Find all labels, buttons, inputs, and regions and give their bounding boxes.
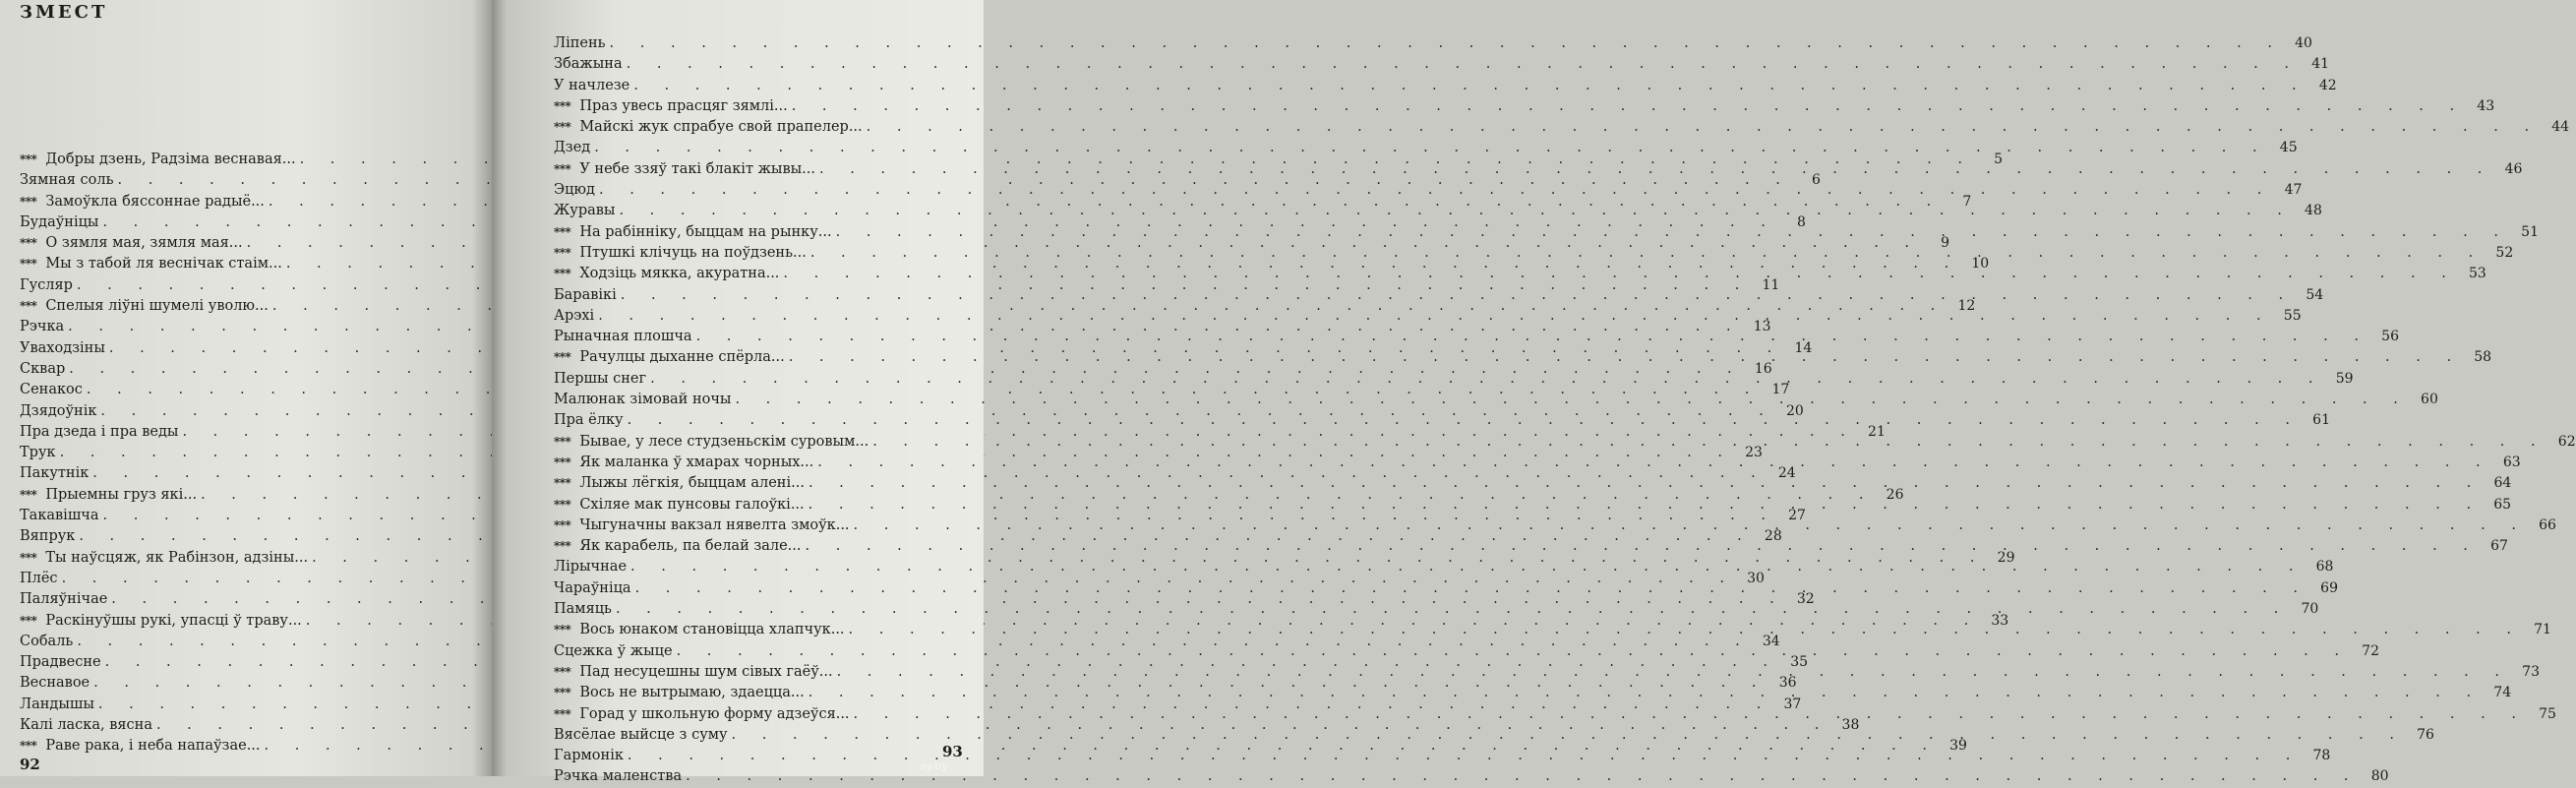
toc-entry (554, 766, 2389, 787)
asterisk-marker: *** (554, 98, 571, 113)
entry-title: Гармонік (554, 748, 624, 764)
asterisk-marker: *** (554, 120, 571, 135)
dot-leader (872, 432, 2546, 453)
entry-page-number: 78 (2312, 748, 2331, 764)
dot-leader (817, 453, 2490, 473)
entry-title: Такавішча (20, 508, 99, 524)
entry-title: Раскінуўшы рукі, упасці ў траву... (45, 612, 302, 629)
entry-page-number: 17 (1771, 382, 1790, 398)
entry-title: Лірычнае (554, 559, 628, 576)
entry-page-number: 48 (2305, 203, 2322, 219)
entry-page-number: 65 (2493, 496, 2512, 513)
entry-page-number: 46 (2504, 160, 2523, 177)
entry-page-number: 59 (2335, 370, 2354, 387)
entry-title: Зямная соль (20, 172, 114, 189)
entry-page-number: 75 (2539, 705, 2556, 722)
entry-page-number: 40 (2295, 35, 2312, 51)
entry-page-number: 43 (2477, 97, 2495, 114)
entry-page-number: 62 (2557, 433, 2576, 450)
entry-title: Памяць (554, 601, 612, 618)
asterisk-marker: *** (20, 550, 37, 565)
entry-page-number: 27 (1788, 508, 1806, 524)
toc-entry (554, 201, 2322, 221)
dot-leader (677, 641, 2350, 662)
dot-leader (783, 264, 2456, 284)
entry-title: Уваходзіны (20, 339, 105, 356)
asterisk-marker: *** (554, 517, 571, 532)
entry-page-number: 32 (1796, 591, 1815, 608)
entry-title: Калі ласка, вясна (20, 717, 152, 734)
entry-title: Арэхі (554, 307, 595, 324)
entry-page-number: 55 (2283, 307, 2302, 324)
entry-title: Прадвесне (20, 654, 101, 671)
dot-leader (735, 390, 2408, 410)
entry-title: Пра дзеда і пра веды (20, 423, 179, 440)
asterisk-marker: *** (20, 236, 37, 251)
dot-leader (696, 327, 2369, 347)
entry-title: Вяпрук (20, 528, 76, 545)
entry-title: Плёс (20, 570, 58, 586)
asterisk-marker: *** (554, 161, 571, 176)
dot-leader (809, 473, 2482, 494)
dot-leader (628, 410, 2301, 431)
entry-page-number: 61 (2312, 412, 2330, 429)
entry-title: Чыгуначны вакзал нявелта змоўк... (579, 516, 850, 533)
entry-title: У начлезе (554, 77, 630, 93)
entry-title: Горад у школьную форму адзеўся... (579, 705, 850, 722)
entry-page-number: 44 (2551, 119, 2570, 136)
dot-leader (619, 201, 2292, 221)
entry-page-number: 9 (1941, 235, 1950, 252)
entry-title: Збажына (554, 56, 623, 73)
entry-title: Рыначная плошча (554, 329, 692, 345)
entry-page-number: 67 (2490, 538, 2508, 555)
entry-page-number: 38 (1841, 717, 1860, 734)
entry-page-number: 71 (2534, 622, 2551, 638)
entry-page-number: 36 (1778, 675, 1797, 692)
dot-leader (598, 306, 2271, 327)
entry-title: Бывае, у лесе студзеньскім суровым... (579, 433, 869, 450)
entry-page-number: 70 (2301, 601, 2319, 618)
entry-page-number: 21 (1868, 423, 1886, 440)
dot-leader (806, 536, 2479, 557)
dot-leader (599, 180, 2272, 201)
entry-page-number: 54 (2306, 286, 2324, 303)
entry-title: Прыемны груз які... (45, 486, 198, 503)
entry-page-number: 45 (2279, 140, 2298, 156)
dot-leader (854, 704, 2527, 725)
entry-page-number: 52 (2495, 244, 2514, 261)
asterisk-marker: *** (554, 434, 571, 449)
entry-title: Пра ёлку (554, 412, 624, 429)
entry-title: Малюнак зімовай ночы (554, 392, 732, 408)
dot-leader (836, 222, 2509, 243)
entry-title: Мы з табой ля веснічак стаім... (45, 256, 282, 273)
entry-page-number: 60 (2421, 392, 2438, 408)
entry-page-number: 51 (2521, 223, 2539, 240)
asterisk-marker: *** (20, 299, 37, 314)
asterisk-marker: *** (20, 487, 37, 502)
entry-title: Гусляр (20, 276, 73, 293)
entry-page-number: 24 (1777, 465, 1796, 482)
entry-page-number: 30 (1747, 570, 1765, 586)
entry-page-number: 23 (1745, 445, 1763, 461)
entry-title: Трук (20, 445, 56, 461)
entry-title: Сквар (20, 360, 66, 377)
entry-page-number: 29 (1997, 549, 2015, 566)
dot-leader (628, 746, 2301, 766)
entry-page-number: 68 (2315, 559, 2334, 576)
dot-leader (627, 54, 2300, 75)
entry-title: Журавы (554, 203, 616, 219)
entry-page-number: 63 (2502, 454, 2521, 470)
entry-title: Баравікі (554, 286, 617, 303)
entry-page-number: 5 (1994, 152, 2003, 167)
toc-entry (554, 117, 2570, 138)
dot-leader (809, 683, 2482, 703)
entry-title: Лыжы лёгкія, быццам алені... (579, 475, 805, 492)
toc-entry (554, 180, 2303, 201)
asterisk-marker: *** (554, 476, 571, 491)
asterisk-marker: *** (554, 497, 571, 512)
entry-page-number: 80 (2370, 768, 2389, 785)
entry-title: Пакутнік (20, 465, 90, 482)
entry-title: Пад несуцешны шум сівых гаёў... (579, 663, 833, 680)
entry-title: Эцюд (554, 182, 595, 199)
dot-leader (610, 33, 2283, 54)
dot-leader (616, 599, 2289, 620)
entry-title: Майскі жук спрабуе свой прапелер... (579, 119, 863, 136)
entry-page-number: 53 (2469, 266, 2486, 282)
dot-leader (819, 159, 2492, 180)
entry-title: Вось не вытрымаю, здаецца... (579, 685, 805, 701)
dot-leader (837, 662, 2510, 683)
asterisk-marker: *** (554, 706, 571, 721)
asterisk-marker: *** (554, 267, 571, 281)
entry-title: Чараўніца (554, 579, 631, 596)
entry-title: Птушкі клічуць на поўдзень... (579, 244, 807, 261)
entry-page-number: 42 (2318, 77, 2337, 93)
entry-title: Праз увесь прасцяг зямлі... (579, 97, 788, 114)
toc-entry (554, 54, 2330, 75)
dot-leader (849, 620, 2522, 640)
entry-title: Добры дзень, Радзіма веснавая... (45, 152, 296, 167)
asterisk-marker: *** (554, 686, 571, 700)
dot-leader (732, 725, 2405, 746)
entry-title: Схіляе мак пунсовы галоўкі... (579, 496, 805, 513)
entry-page-number: 6 (1811, 172, 1821, 189)
entry-page-number: 72 (2362, 642, 2379, 659)
dot-leader (650, 369, 2323, 390)
dot-leader (594, 138, 2267, 158)
entry-page-number: 7 (1962, 193, 1972, 210)
entry-page-number: 11 (1762, 276, 1780, 293)
entry-title: Ліпень (554, 35, 606, 51)
entry-page-number: 13 (1753, 319, 1771, 335)
entry-page-number: 8 (1796, 213, 1806, 230)
entry-page-number: 56 (2381, 329, 2399, 345)
entry-page-number: 47 (2284, 182, 2303, 199)
entry-page-number: 58 (2474, 349, 2492, 366)
page-number-left: 92 (20, 756, 40, 773)
entry-page-number: 16 (1754, 360, 1772, 377)
entry-title: Першы снег (554, 370, 647, 387)
entry-title: Ты наўсцяж, як Рабінзон, адзіны... (45, 549, 309, 566)
entry-title: Раве рака, і неба напаўзае... (45, 738, 261, 755)
toc-entry (554, 138, 2298, 158)
entry-title: Сцежка ў жыце (554, 642, 673, 659)
toc-entry (554, 96, 2495, 117)
dot-leader (633, 76, 2306, 96)
page-number-right: 93 (942, 743, 963, 760)
asterisk-marker: *** (554, 664, 571, 679)
dot-leader (621, 285, 2294, 306)
entry-title: Як маланка ў хмарах чорных... (579, 454, 814, 470)
entry-page-number: 12 (1957, 298, 1976, 315)
entry-title: Як карабель, па белай зале... (579, 538, 802, 555)
entry-page-number: 35 (1790, 654, 1809, 671)
dot-leader (630, 557, 2304, 577)
dot-leader (810, 243, 2484, 264)
entry-title: Спелыя ліўні шумелі уволю... (45, 298, 269, 315)
asterisk-marker: *** (20, 739, 37, 754)
asterisk-marker: *** (20, 194, 37, 209)
entry-page-number: 34 (1762, 633, 1780, 649)
entry-title: Рэчка маленства (554, 768, 683, 785)
entry-title: Дзядоўнік (20, 402, 97, 419)
entry-page-number: 64 (2493, 475, 2512, 492)
asterisk-marker: *** (554, 623, 571, 637)
toc-heading: ЗМЕСТ (20, 2, 108, 23)
asterisk-marker: *** (20, 152, 37, 166)
entry-title: О зямля мая, зямля мая... (45, 235, 243, 252)
entry-title: Собаль (20, 633, 74, 649)
dot-leader (854, 515, 2527, 536)
entry-page-number: 10 (1971, 256, 1990, 273)
dot-leader (789, 347, 2462, 368)
entry-title: Паляўнічае (20, 591, 108, 608)
toc-entry (554, 159, 2523, 180)
entry-page-number: 73 (2522, 663, 2540, 680)
dot-leader (809, 495, 2482, 515)
asterisk-marker: *** (20, 613, 37, 628)
entry-title: У небе ззяў такі блакіт жывы... (579, 160, 815, 177)
entry-page-number: 20 (1785, 402, 1804, 419)
asterisk-marker: *** (554, 224, 571, 239)
asterisk-marker: *** (554, 455, 571, 469)
entry-title: Вясёлае выйсце з суму (554, 726, 728, 743)
entry-page-number: 76 (2417, 726, 2434, 743)
dot-leader (867, 117, 2540, 138)
toc-entry (554, 222, 2539, 243)
entry-title: Рачулцы дыханне спёрла... (579, 349, 785, 366)
dot-leader (792, 96, 2465, 117)
asterisk-marker: *** (20, 257, 37, 272)
entry-title: На рабінніку, быццам на рынку... (579, 223, 832, 240)
entry-page-number: 33 (1991, 612, 2009, 629)
toc-entry (554, 243, 2514, 264)
asterisk-marker: *** (554, 350, 571, 365)
entry-title: Вось юнаком становіцца хлапчук... (579, 622, 845, 638)
entry-page-number: 28 (1764, 528, 1782, 545)
toc-entry (554, 76, 2337, 96)
entry-title: Ходзіць мякка, акуратна... (579, 266, 780, 282)
asterisk-marker: *** (554, 245, 571, 260)
entry-title: Будаўніцы (20, 213, 99, 230)
entry-title: Замоўкла бяссоннае радыё... (45, 193, 265, 210)
entry-page-number: 37 (1783, 696, 1802, 712)
entry-title: Ландышы (20, 696, 94, 712)
toc-entry (554, 285, 2324, 306)
dot-leader (635, 578, 2308, 599)
entry-title: Сенакос (20, 382, 83, 398)
entry-page-number: 66 (2539, 516, 2556, 533)
entry-page-number: 26 (1886, 486, 1904, 503)
toc-entry (554, 33, 2312, 54)
entry-title: Рэчка (20, 319, 65, 335)
entry-page-number: 41 (2311, 56, 2330, 73)
asterisk-marker: *** (554, 539, 571, 554)
toc-entry (554, 495, 2512, 515)
entry-page-number: 74 (2493, 685, 2512, 701)
watermark: ay.by (920, 759, 948, 772)
entry-title: Веснавое (20, 675, 90, 692)
entry-page-number: 39 (1949, 738, 1967, 755)
entry-page-number: 69 (2320, 579, 2338, 596)
entry-page-number: 14 (1794, 339, 1813, 356)
entry-title: Дзед (554, 140, 591, 156)
